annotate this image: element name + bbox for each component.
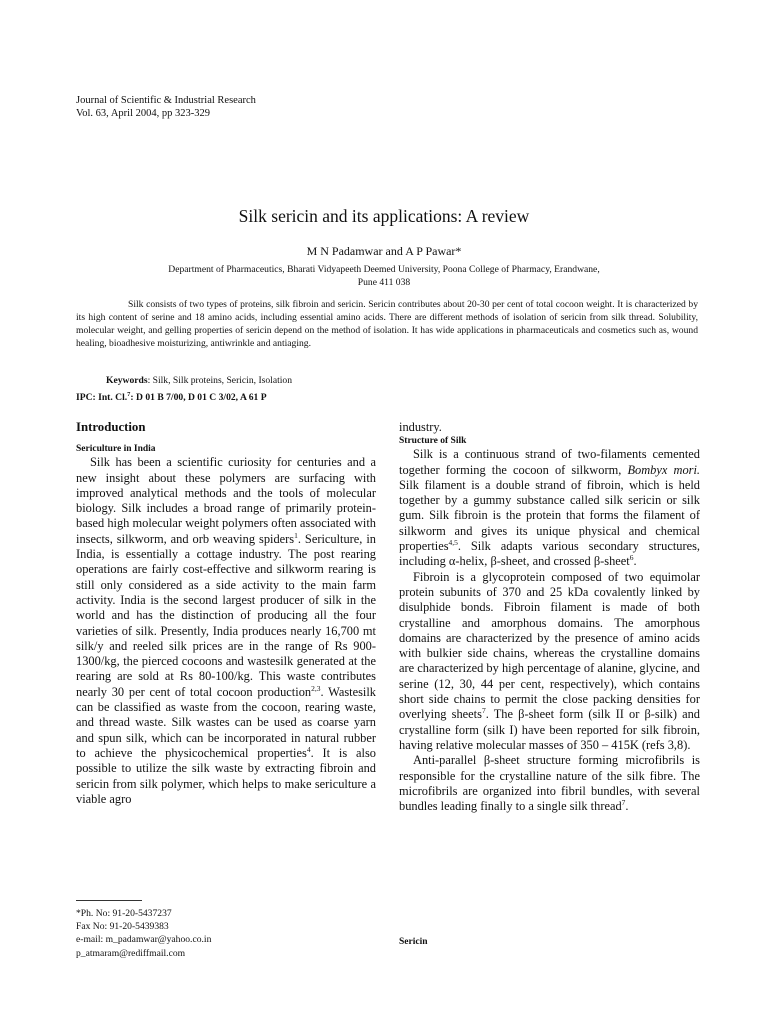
footnote-divider (76, 900, 142, 901)
footnote (76, 907, 211, 960)
ipc-codes: : D 01 B 7/00, D 01 C 3/02, A 61 P (130, 392, 267, 404)
footnote-phone: *Ph. No: 91-20-5437237 (76, 908, 172, 919)
paragraph-fibroin: Fibroin is a glycoprotein composed of two equimolar protein subunits of 370 and 25 kDa covalently linked by disulphide bonds. Fibroin filament is made of both crystalline and amorphous domains. The amorphous domains are characterized by the presence of amino acids with bulkier side chains, whereas the crystalline domains are characterized by high percentage of alanine, glycine, and serine (12, 30, 44 per cent, respectively), which contains short side chains to permit the close packing densities for overlying sheets$^7$. The β-sheet form (silk II or β-silk) and crystalline form (silk I) have been reported for silk fibroin, having relative molecular masses of 350 – 415K (refs 3,8). (399, 569, 700, 752)
continuation-text: industry. (399, 420, 442, 434)
affiliation-line-2: Pune 411 038 (357, 276, 411, 288)
paragraph-sericulture: Silk has been a scientific curiosity for centuries and a new insight about these polymers are surfacing with improved analytical methods and the tools of molecular biology. Silk includes a broad range of primarily protein-based high molecular weight polymers often associated with insects, silkworm, and orb weaving spiders$^1$. Sericulture, in India, is essentially a cottage industry. The post rearing operations are fairly cost-effective and silkworm rearing is still only considered as a side activity to the main farm activity. India is the second largest producer of silk in the world and has the distinction of producing all the four varieties of silk. Presently, India produces nearly 16,700 mt silk/y and reeled silk prices are in the range of Rs 900-1300/kg, the pierced cocoons and wastesilk generated at the rearing are sold at Rs 80-100/kg. This waste contributes nearly 30 per cent of total cocoon production$^{2,3}$. Wastesilk can be classified as waste from the cocoon, rearing waste, and thread waste. Silk wastes can be used as coarse yarn and spun silk, which can be incorporated in natural rubber to achieve the physicochemical properties$^4$. It is also possible to utilize the silk waste by extracting fibroin and sericin from silk polymer, which helps to make sericulture a viable agro (76, 455, 377, 806)
keywords-text: : Silk, Silk proteins, Sericin, Isolation (147, 375, 293, 386)
paper-title: Silk sericin and its applications: A review (238, 206, 530, 226)
ipc-prefix: IPC: Int. Cl. (76, 392, 128, 404)
affiliation (110, 264, 658, 289)
footnote-email-1: e-mail: m_padamwar@yahoo.co.in (76, 934, 212, 946)
right-column (399, 420, 700, 814)
ipc-classification (76, 391, 267, 403)
journal-volume: Vol. 63, April 2004, pp 323-329 (76, 108, 210, 119)
footnote-fax: Fax No: 91-20-5439383 (76, 921, 169, 933)
paragraph-microfibrils: Anti-parallel β-sheet structure forming microfibrils is responsible for the crystalline nature of the silk fibre. The microfibrils are organized into fibril bundles, with several bundles leading finally to a single silk thread$^7$. (399, 753, 700, 814)
paragraph-silk-structure: Silk is a continuous strand of two-filaments cemented together forming the cocoon of silkworm, Bombyx mori. Silk filament is a double strand of fibroin, which is held together by a gummy substance called silk sericin or silk gum. Silk fibroin is the protein that forms the filament of silkworm and gives its unique physical and chemical properties$^{4,5}$. Silk adapts various secondary structures, including α-helix, β-sheet, and crossed β-sheet$^6$. (399, 447, 700, 569)
journal-name: Journal of Scientific & Industrial Research (76, 95, 256, 106)
keywords-label: Keywords (106, 375, 148, 386)
abstract: Silk consists of two types of proteins, silk fibroin and sericin. Sericin contributes about 20-30 per cent of total cocoon weight. It is characterized by its high content of serine and 18 amino acids, including essential amino acids. There are different methods of isolation of sericin from silk thread. Solubility, molecular weight, and gelling properties of sericin depend on the method of isolation. It has wide applications in pharmaceuticals and cosmetics such as, wound healing, bioadhesive moisturizing, antiwrinkle and antiaging. (76, 299, 698, 349)
journal-header (76, 94, 256, 120)
section-heading-introduction: Introduction (76, 420, 146, 434)
subheading-sericin: Sericin (399, 937, 428, 947)
affiliation-line-1: Department of Pharmaceutics, Bharati Vidyapeeth Deemed University, Poona College of Pharmacy, Erandwane, (168, 264, 600, 275)
ipc-sup: 7 (127, 391, 131, 398)
paper-authors: M N Padamwar and A P Pawar* (306, 244, 462, 258)
subheading-structure-of-silk: Structure of Silk (399, 436, 467, 447)
subheading-sericulture: Sericulture in India (76, 444, 156, 455)
keywords (106, 375, 292, 386)
footnote-email-2: p_atmaram@rediffmail.com (76, 947, 186, 959)
left-column (76, 420, 376, 807)
